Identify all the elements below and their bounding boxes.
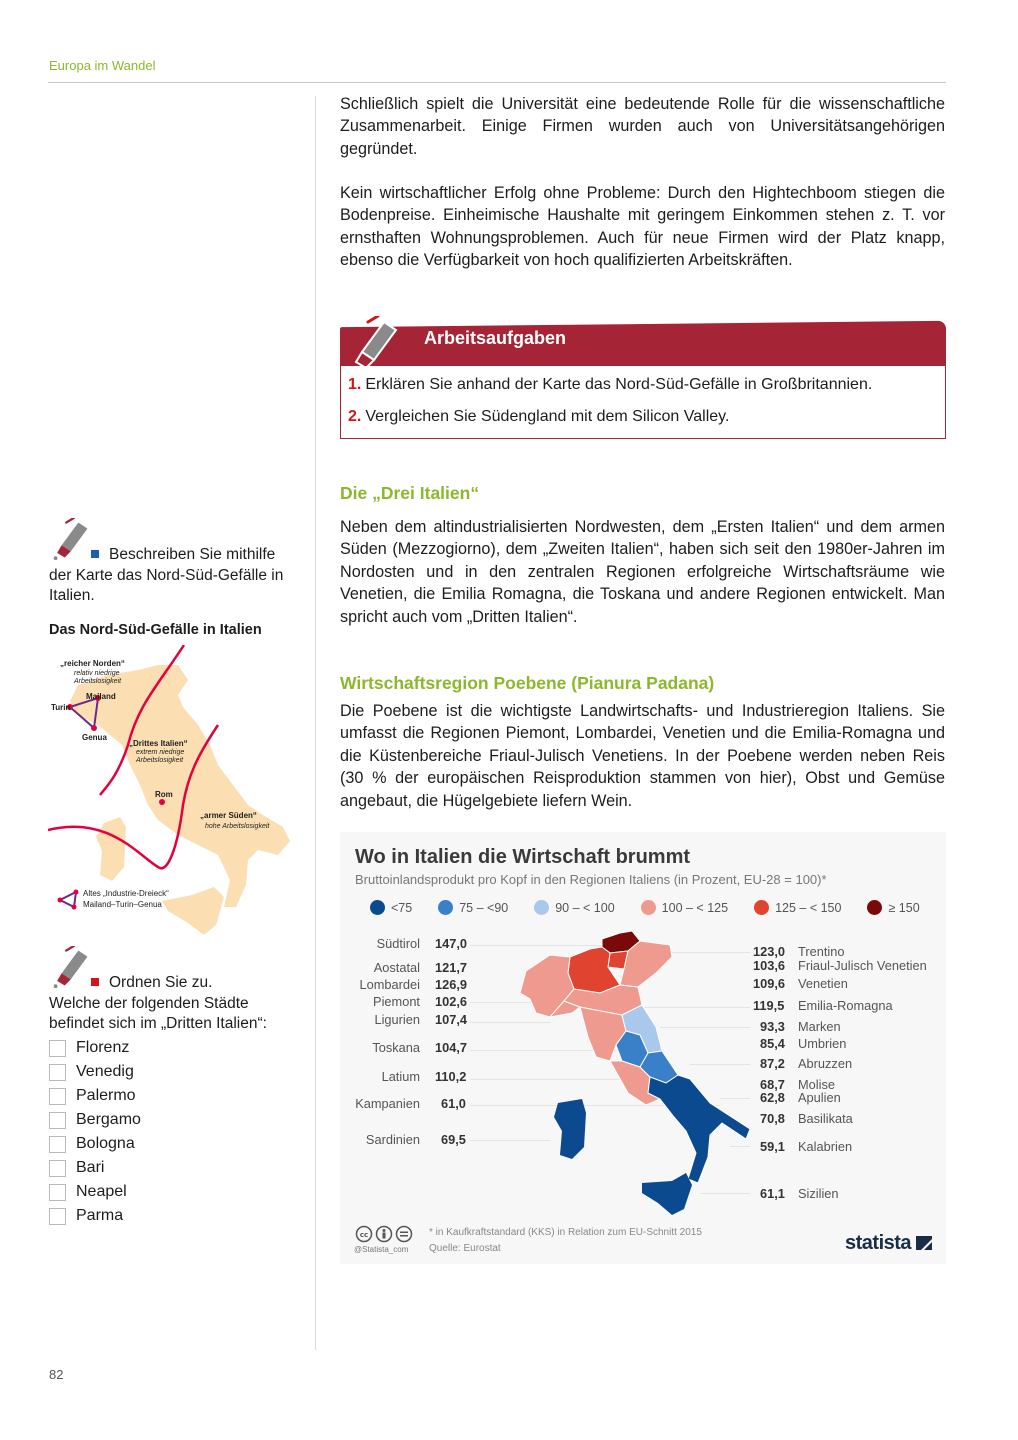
checklist-label: Bergamo — [76, 1111, 141, 1128]
column-divider — [315, 96, 316, 1350]
task-number: 2. — [348, 408, 362, 425]
map-label-third: „Drittes Italien“ — [129, 739, 188, 748]
checklist-item[interactable] — [49, 1108, 299, 1132]
region-label: Sardinien — [365, 1132, 420, 1147]
nord-sued-map — [48, 645, 298, 940]
region-value: 110,2 — [435, 1069, 467, 1084]
intro-paragraph-1: Schließlich spielt die Universität eine bedeutende Rolle für die wissenschaftliche Zusammenarbeit. Einige Firmen wurden auch von Universitätsangehörigen gegründet. — [340, 95, 945, 158]
italy-choropleth-map — [510, 927, 750, 1217]
page-number: 82 — [49, 1367, 64, 1382]
region-label: Apulien — [798, 1090, 841, 1105]
region-label: Kampanien — [355, 1096, 420, 1111]
section-heading-poebene: Wirtschaftsregion Poebene (Pianura Padana) — [340, 673, 715, 693]
tasks-list — [340, 366, 946, 439]
map-label-turin: Turin — [51, 703, 71, 712]
legend-dot-icon — [754, 900, 769, 915]
legend-dot-icon — [438, 900, 453, 915]
checkbox[interactable] — [49, 1208, 66, 1225]
map-label-rome: Rom — [155, 790, 173, 799]
checklist-label: Parma — [76, 1207, 124, 1224]
region-value: 61,1 — [760, 1186, 785, 1201]
checklist-label: Venedig — [76, 1063, 134, 1080]
map-label-north-sub: relativ niedrige Arbeitslosigkeit — [74, 670, 122, 685]
map-label-south: „armer Süden“ — [200, 811, 257, 820]
region-value: 62,8 — [760, 1090, 785, 1105]
legend-label: 90 – < 100 — [555, 900, 615, 915]
region-label: Ligurien — [374, 1012, 420, 1027]
region-label: Toskana — [372, 1040, 420, 1055]
legend-item — [641, 900, 728, 915]
tasks-title: Arbeitsaufgaben — [424, 328, 567, 348]
section-text-drei-italien: Neben dem altindustrialisierten Nordwesten, dem „Ersten Italien“ und dem armen Süden (Mezzogiorno), dem „Zweiten Italien“, haben sich seit den 1980er-Jahren im Nordosten und in den zentralen Regionen erfolgreiche Wirtschaftsräume wie Venetien, die Emilia Romagna, die Toskana und andere Regionen entwickelt. Man spricht auch vom „Dritten Italien“. — [340, 518, 945, 626]
legend-dot-icon — [641, 900, 656, 915]
region-value: 102,6 — [435, 994, 468, 1009]
chart-footnote: * in Kaufkraftstandard (KKS) in Relation zum EU-Schnitt 2015 — [429, 1227, 702, 1238]
region-label: Aostatal — [373, 960, 420, 975]
map-legend-line1: Altes „Industrie-Dreieck“ — [83, 889, 169, 898]
map-label-milan: Mailand — [86, 692, 116, 701]
legend-dot-icon — [867, 900, 882, 915]
legend-item — [438, 900, 508, 915]
region-label: Südtirol — [376, 936, 420, 951]
svg-text:cc: cc — [359, 1231, 369, 1239]
task-item — [348, 408, 729, 426]
checklist-item[interactable] — [49, 1156, 299, 1180]
statista-chart — [340, 832, 946, 1264]
region-value: 109,6 — [753, 976, 786, 991]
legend-label: <75 — [391, 900, 413, 915]
checkbox[interactable] — [49, 1040, 66, 1057]
checklist-item[interactable] — [49, 1084, 299, 1108]
region-label: Kalabrien — [798, 1139, 853, 1154]
task-item — [348, 376, 872, 394]
statista-handle: @Statista_com — [354, 1245, 409, 1254]
checklist-item[interactable] — [49, 1180, 299, 1204]
region-label: Umbrien — [798, 1036, 847, 1051]
section-heading-drei-italien: Die „Drei Italien“ — [340, 483, 480, 503]
task-text: Vergleichen Sie Südengland mit dem Silicon Valley. — [365, 408, 730, 425]
checklist-label: Palermo — [76, 1087, 136, 1104]
checklist-item[interactable] — [49, 1036, 299, 1060]
region-label: Molise — [798, 1077, 835, 1092]
region-value: 107,4 — [435, 1012, 468, 1027]
region-label: Friaul-Julisch Venetien — [798, 958, 927, 973]
region-label: Emilia-Romagna — [798, 998, 893, 1013]
region-value: 68,7 — [760, 1077, 785, 1092]
brand-text: statista — [845, 1232, 912, 1254]
legend-item — [867, 900, 919, 915]
map-label-north: „reicher Norden“ — [60, 659, 125, 668]
chart-legend — [370, 900, 946, 915]
legend-label: 75 – <90 — [459, 900, 509, 915]
map-label-third-sub: extrem niedrige Arbeitslosigkeit — [136, 749, 185, 764]
sidebar-task-2 — [49, 973, 299, 1035]
legend-label: ≥ 150 — [888, 900, 920, 915]
region-value: 104,7 — [435, 1040, 468, 1055]
region-value: 147,0 — [435, 936, 468, 951]
region-value: 61,0 — [441, 1096, 466, 1111]
chart-title: Wo in Italien die Wirtschaft brummt — [355, 846, 691, 868]
running-head: Europa im Wandel — [49, 58, 156, 73]
section-text-poebene: Die Poebene ist die wichtigste Landwirtschafts- und Industrieregion Italiens. Sie umfasst die Regionen Piemont, Lombardei, Venetien und die Emilia-Romagna und die Küstenbereiche Friaul-Julisch Venetiens. In der Poebene werden neben Reis (30 % der europäischen Reisproduktion stammen von hier), Obst und Gemüse angebaut, die Hügelgebiete liefern Wein. — [340, 702, 945, 810]
region-label: Basilikata — [798, 1111, 853, 1126]
region-value: 121,7 — [435, 960, 468, 975]
checkbox[interactable] — [49, 1184, 66, 1201]
region-label: Latium — [381, 1069, 420, 1084]
region-value: 59,1 — [760, 1139, 785, 1154]
region-value: 69,5 — [441, 1132, 466, 1147]
sidebar-task-2-prompt: Ordnen Sie zu. — [109, 974, 213, 991]
region-label: Marken — [798, 1019, 841, 1034]
checklist-item[interactable] — [49, 1132, 299, 1156]
checklist-label: Bologna — [76, 1135, 135, 1152]
checkbox[interactable] — [49, 1160, 66, 1177]
legend-item — [534, 900, 614, 915]
checklist-item[interactable] — [49, 1060, 299, 1084]
sidebar-task-1 — [49, 545, 299, 607]
sidebar-task-2-question: Welche der folgenden Städte befindet sich im „Dritten Italien“: — [49, 994, 267, 1032]
checklist-label: Bari — [76, 1159, 105, 1176]
legend-dot-icon — [534, 900, 549, 915]
sidebar-map-title: Das Nord-Süd-Gefälle in Italien — [49, 622, 262, 638]
region-label: Abruzzen — [798, 1056, 853, 1071]
creative-commons-icon — [355, 1225, 413, 1243]
blue-marker-icon — [91, 550, 99, 558]
checkbox[interactable] — [49, 1064, 66, 1081]
checkbox[interactable] — [49, 1136, 66, 1153]
red-marker-icon — [91, 978, 99, 986]
region-value: 119,5 — [753, 998, 785, 1013]
sidebar-task-1-text: Beschreiben Sie mithilfe der Karte das Nord-Süd-Gefälle in Italien. — [49, 546, 284, 604]
statista-mark-icon — [916, 1236, 932, 1250]
map-label-south-sub: hohe Arbeitslosigkeit — [205, 823, 270, 830]
statista-logo — [845, 1232, 932, 1255]
chart-source: Quelle: Eurostat — [429, 1243, 501, 1254]
legend-label: 125 – < 150 — [775, 900, 842, 915]
map-legend-line2: Mailand–Turin–Genua — [83, 900, 162, 909]
region-label: Trentino — [798, 944, 845, 959]
checklist-item[interactable] — [49, 1204, 299, 1228]
checklist-label: Florenz — [76, 1039, 130, 1056]
region-value: 123,0 — [753, 944, 786, 959]
region-value: 103,6 — [753, 958, 786, 973]
chart-subtitle: Bruttoinlandsprodukt pro Kopf in den Regionen Italiens (in Prozent, EU-28 = 100)* — [355, 872, 827, 887]
checkbox[interactable] — [49, 1112, 66, 1129]
region-label: Lombardei — [359, 977, 420, 992]
task-text: Erklären Sie anhand der Karte das Nord-Süd-Gefälle in Großbritannien. — [365, 376, 873, 393]
checkbox[interactable] — [49, 1088, 66, 1105]
region-label: Venetien — [798, 976, 848, 991]
task-number: 1. — [348, 376, 362, 393]
region-value: 87,2 — [760, 1056, 785, 1071]
tasks-box — [340, 316, 946, 439]
legend-item — [370, 900, 412, 915]
region-value: 93,3 — [760, 1019, 785, 1034]
region-label: Piemont — [373, 994, 420, 1009]
intro-paragraph-2: Kein wirtschaftlicher Erfolg ohne Probleme: Durch den Hightechboom stiegen die Bodenpreise. Einheimische Haushalte mit geringem Einkommen stehen z. T. vor ernsthaften Wohnungsproblemen. Auch für neue Firmen wird der Platz knapp, ebenso die Verfügbarkeit von hoch qualifizierten Arbeitskräften. — [340, 184, 945, 270]
region-value: 126,9 — [435, 977, 468, 992]
city-checklist — [49, 1036, 299, 1228]
legend-dot-icon — [370, 900, 385, 915]
header-divider — [48, 82, 946, 83]
checklist-label: Neapel — [76, 1183, 127, 1200]
region-value: 85,4 — [760, 1036, 785, 1051]
region-label: Sizilien — [798, 1186, 839, 1201]
legend-label: 100 – < 125 — [661, 900, 729, 915]
legend-item — [754, 900, 841, 915]
region-value: 70,8 — [760, 1111, 785, 1126]
map-label-genoa: Genua — [82, 733, 107, 742]
